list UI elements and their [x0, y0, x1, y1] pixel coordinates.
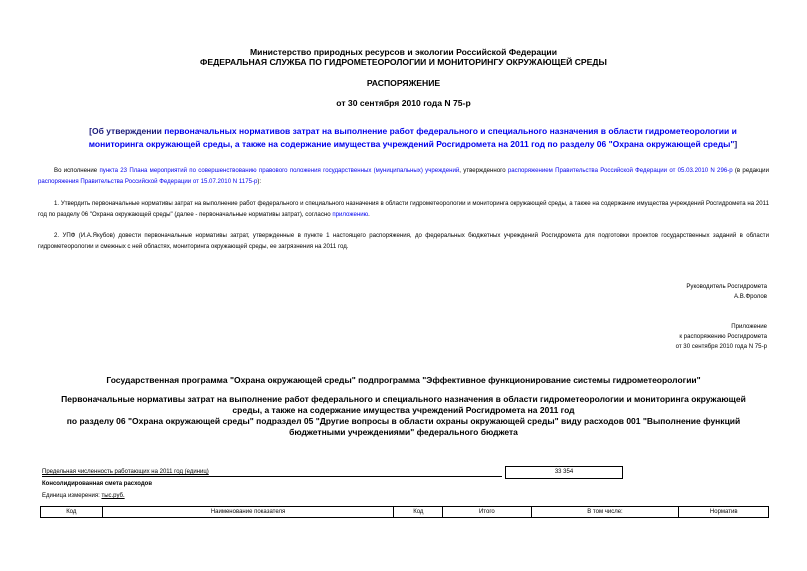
- col-including: В том числе:: [531, 507, 679, 518]
- signature-role: Руководитель Росгидромета: [686, 283, 767, 290]
- title-open: [Об утверждении: [89, 126, 165, 136]
- title-close: ]: [734, 138, 738, 149]
- program-title: Государственная программа "Охрана окружающей среды" подпрограмма "Эффективное функционирование системы гидрометеорологии": [106, 375, 701, 385]
- unit-value: тыс.руб.: [101, 493, 125, 499]
- norms-title-line-3: по разделу 06 "Охрана окружающей среды" подраздел 05 "Другие вопросы в области охраны окружающей среды" виду расходов 001 "Выполнение функций: [66, 416, 741, 426]
- headcount-value: 33 354: [505, 466, 623, 479]
- col-total: Итого: [443, 507, 531, 518]
- norms-title: [40, 394, 767, 438]
- item-1-end: .: [368, 211, 370, 218]
- col-code: Код: [41, 507, 103, 518]
- government-order-edit-link[interactable]: распоряжения Правительства Российской Федерации от 15.07.2010 N 1175-р: [38, 178, 258, 185]
- norms-title-line-2: среды, а также на содержание имущества учреждений Росгидромета на 2011 год: [232, 405, 575, 415]
- item-2-paragraph: 2. УПФ (И.А.Якубов) довести первоначальные нормативы затрат, утвержденные в пункте 1 настоящего распоряжения, до федеральных бюджетных учреждений Росгидромета для подготовки проектов государственных заданий в области гидрометеорологии и смежных с ней областях, мониторинга окружающей среды, ее загрязнения на 2011 год.: [38, 232, 769, 250]
- document-type: РАСПОРЯЖЕНИЕ: [366, 78, 441, 88]
- norms-title-line-1: Первоначальные нормативы затрат на выполнение работ федерального и специального назначения в области гидрометеорологии и мониторинга окружающей: [61, 394, 746, 404]
- document-title: [63, 125, 763, 150]
- signature-block: [686, 282, 767, 302]
- norms-title-line-4: бюджетными учреждениями" федерального бюджета: [289, 427, 518, 437]
- intro-text-2: , утвержденного: [459, 167, 508, 174]
- unit-row: [42, 491, 125, 501]
- signature-name: А.В.Фролов: [733, 293, 767, 300]
- consolidated-estimate-label: Консолидированная смета расходов: [42, 481, 153, 487]
- col-norm: Норматив: [679, 507, 769, 518]
- intro-text-3: (в редакции: [732, 167, 769, 174]
- government-order-link[interactable]: распоряжением Правительства Российской Федерации от 05.03.2010 N 296-р: [507, 167, 733, 174]
- table-header-row: [41, 507, 769, 518]
- intro-paragraph: [38, 165, 769, 187]
- cost-table: [40, 506, 769, 518]
- headcount-underline: [42, 476, 502, 477]
- col-indicator-name: Наименование показателя: [102, 507, 394, 518]
- document-date: от 30 сентября 2010 года N 75-р: [336, 98, 471, 108]
- plan-link[interactable]: пункта 23 Плана мероприятий по совершенствованию правового положения государственных (муниципальных) учреждений: [99, 167, 460, 174]
- intro-text-4: ):: [257, 178, 262, 185]
- item-1-text: 1. Утвердить первоначальные нормативы затрат на выполнение работ федерального и специального назначения в области гидрометеорологии и мониторинга окружающей среды, а также на содержание имущества учреждений Росгидромета на 2011 год по разделу 06 "Охрана окружающей среды" (далее - первоначальные нормативы затрат), согласно: [38, 200, 769, 218]
- col-code-2: Код: [394, 507, 443, 518]
- title-link[interactable]: первоначальных нормативов затрат на выполнение работ федерального и специального назначения в области гидрометеорологии и мониторинга окружающей среды, а также на содержание имущества учреждений Росгидромета на 2011 год по разделу 06 "Охрана окружающей среды": [88, 126, 737, 149]
- appendix-link[interactable]: приложению: [332, 211, 369, 218]
- appendix-line-2: к распоряжению Росгидромета: [679, 333, 767, 340]
- intro-text-1: Во исполнение: [54, 167, 100, 174]
- appendix-line-3: от 30 сентября 2010 года N 75-р: [675, 343, 767, 350]
- unit-label: Единица измерения:: [42, 493, 102, 499]
- service-name: ФЕДЕРАЛЬНАЯ СЛУЖБА ПО ГИДРОМЕТЕОРОЛОГИИ И МОНИТОРИНГУ ОКРУЖАЮЩЕЙ СРЕДЫ: [200, 57, 607, 67]
- appendix-line-1: Приложение: [731, 323, 767, 330]
- headcount-label: Предельная численность работающих на 2011 год (единиц): [42, 469, 209, 475]
- item-1-paragraph: [38, 198, 769, 220]
- ministry-name: Министерство природных ресурсов и экологии Российской Федерации: [250, 47, 557, 57]
- appendix-block: [676, 322, 767, 352]
